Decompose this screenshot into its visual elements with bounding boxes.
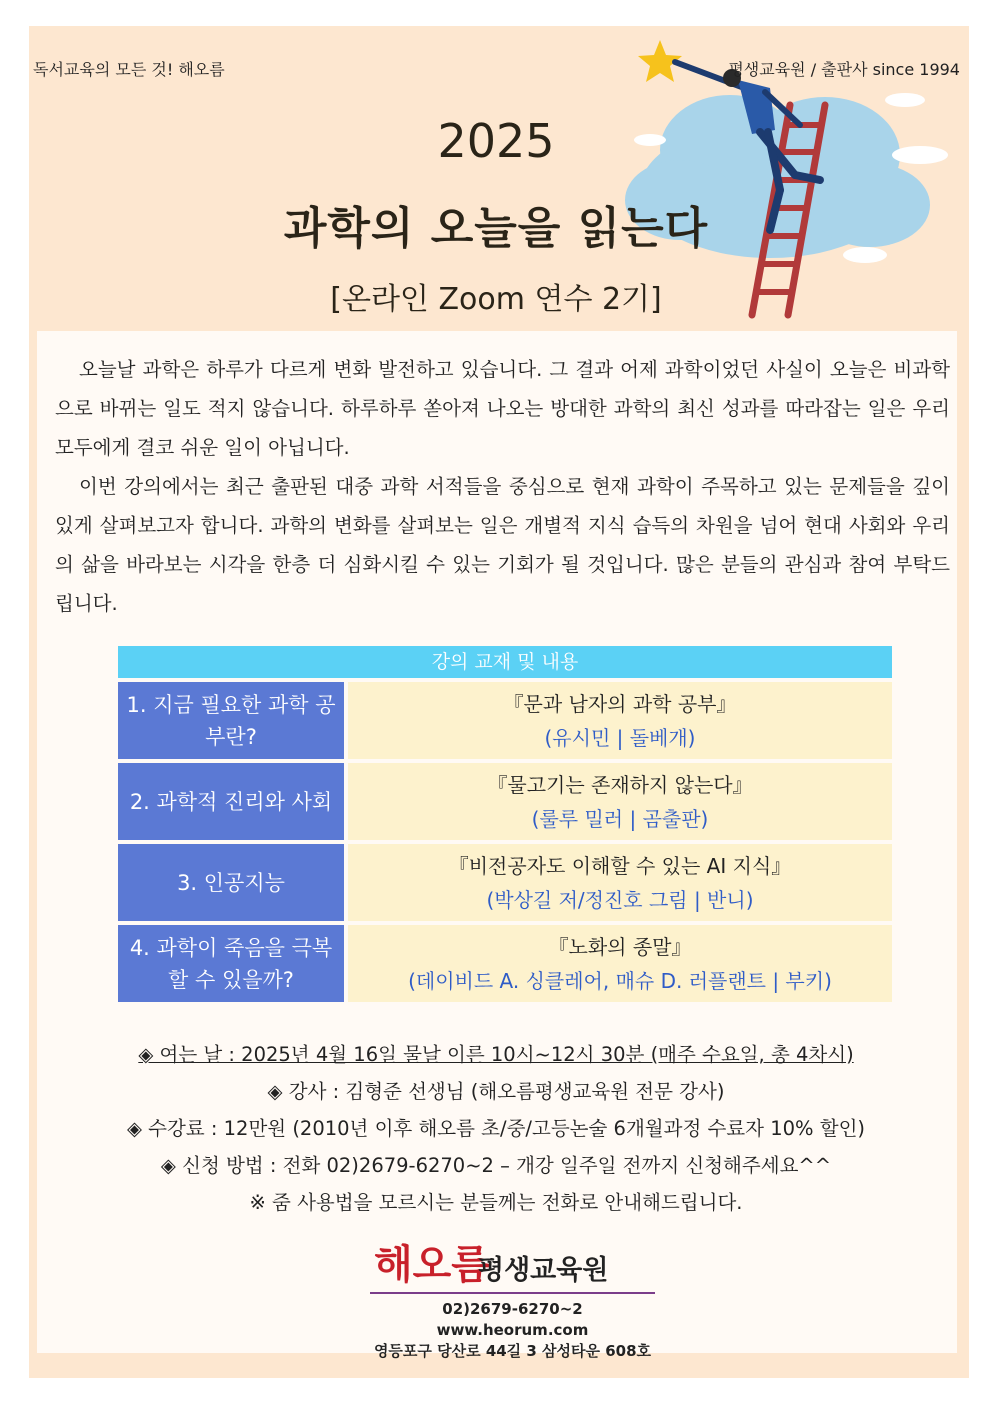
intro-paragraph: 오늘날 과학은 하루가 다르게 변화 발전하고 있습니다. 그 결과 어제 과학이었던 사실이 오늘은 비과학으로 바뀌는 일도 적지 않습니다. 하루하루 쏟아져 나오는 방대한 과학의 최신 성과를 따라잡는 일은 우리 모두에게 결코 쉬운 일이 아닙니다. [55,358,950,459]
lecture-topic: 3. 인공지능 [118,844,344,921]
info-instructor: ◈ 강사 : 김형준 선생님 (해오름평생교육원 전문 강사) [267,1080,725,1103]
lecture-book [348,763,892,840]
info-apply: ◈ 신청 방법 : 전화 02)2679-6270~2 – 개강 일주일 전까지 신청해주세요^^ [160,1154,832,1177]
contact-phone-web: 02)2679-6270~2 www.heorum.com [436,1300,589,1339]
book-author: (데이비드 A. 싱클레어, 매슈 D. 러플랜트 | 부키) [408,968,832,993]
lecture-book [348,844,892,921]
footer-logo [370,1226,655,1360]
publisher-since: 평생교육원 / 출판사 since 1994 [728,60,960,79]
curriculum-heading: 강의 교재 및 내용 [118,646,892,678]
event-subtitle: [온라인 Zoom 연수 2기] [330,282,662,317]
logo-divider [370,1292,655,1294]
info-note: ※ 줌 사용법을 모르시는 분들께는 전화로 안내해드립니다. [249,1191,743,1214]
book-title: 『비전공자도 이해할 수 있는 AI 지식』 [448,853,792,878]
info-fee: ◈ 수강료 : 12만원 (2010년 이후 해오름 초/중/고등논술 6개월과정 수료자 10% 할인) [126,1117,866,1140]
info-date-text: ◈ 여는 날 : 2025년 4월 16일 물날 이른 10시~12시 30분 (매주 수요일, 총 4차시) [138,1043,854,1066]
event-year: 2025 [437,114,555,168]
book-title: 『문과 남자의 과학 공부』 [503,691,737,716]
intro-paragraph: 이번 강의에서는 최근 출판된 대중 과학 서적들을 중심으로 현재 과학이 주목하고 있는 문제들을 깊이 있게 살펴보고자 합니다. 과학의 변화를 살펴보는 일은 개별적 지식 습득의 차원을 넘어 현대 사회와 우리의 삶을 바라보는 시각을 한층 더 심화시킬 수 있는 기회가 될 것입니다. 많은 분들의 관심과 참여 부탁드립니다. [55,475,950,615]
lecture-book [348,682,892,759]
table-row [118,925,892,1002]
event-info [0,1036,992,1221]
lecture-book [348,925,892,1002]
logo-suffix: 평생교육원 [478,1255,609,1286]
book-author: (유시민 | 돌베개) [544,725,696,750]
table-row [118,763,892,840]
book-author: (박상길 저/정진호 그림 | 반니) [486,887,754,912]
table-row [118,682,892,759]
contact-address: 영등포구 당산로 44길 3 삼성타운 608호 [373,1342,652,1360]
event-title: 과학의 오늘을 읽는다 [283,203,709,254]
book-author: (룰루 밀러 | 곰출판) [531,806,709,831]
curriculum-table [118,646,892,1002]
intro-text [55,350,950,623]
logo-text: 해오름 [374,1242,490,1288]
lecture-topic: 1. 지금 필요한 과학 공부란? [118,682,344,759]
tagline: 독서교육의 모든 것! 해오름 [33,60,225,79]
footer-contact [370,1299,655,1362]
table-row [118,844,892,921]
heorum-logo-icon [370,1230,490,1294]
lecture-topic: 2. 과학적 진리와 사회 [118,763,344,840]
book-title: 『노화의 종말』 [548,934,692,959]
info-date [0,1036,992,1073]
lecture-topic: 4. 과학이 죽음을 극복할 수 있을까? [118,925,344,1002]
book-title: 『물고기는 존재하지 않는다』 [487,772,753,797]
